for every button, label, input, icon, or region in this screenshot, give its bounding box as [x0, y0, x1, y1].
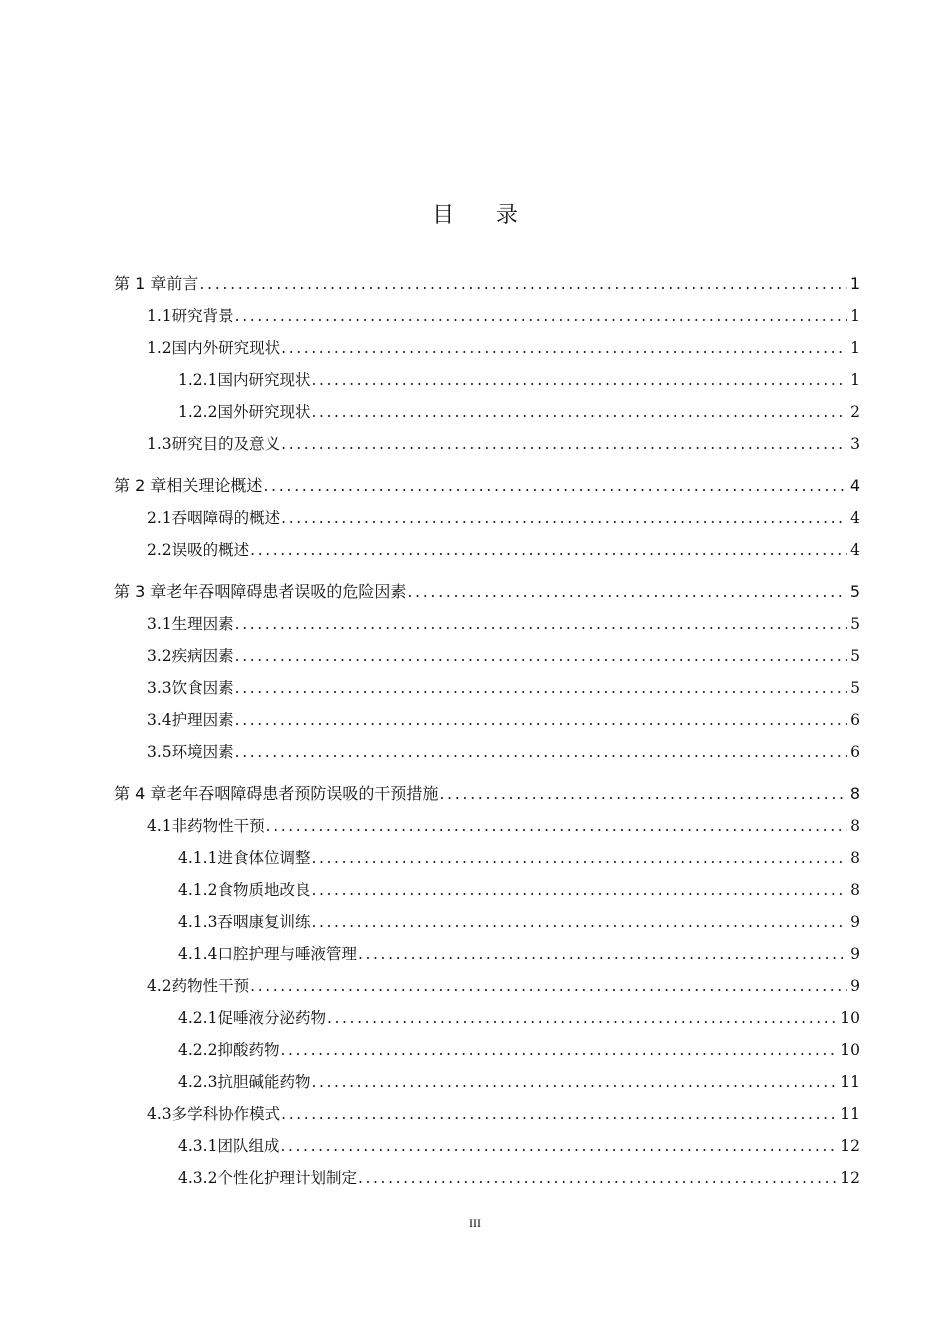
toc-dot-leader — [311, 1072, 837, 1092]
toc-dot-leader — [327, 1008, 837, 1028]
toc-entry-page: 11 — [840, 1073, 860, 1091]
toc-entry-number: 1.2 — [147, 339, 172, 357]
toc-entry-number: 2.2 — [147, 541, 172, 559]
toc-entry-page: 9 — [850, 945, 860, 963]
toc-entry-title: 国外研究现状 — [217, 403, 311, 421]
toc-entry-title: 疾病因素 — [171, 647, 234, 665]
toc-dot-leader — [250, 976, 847, 996]
toc-entry-title: 口腔护理与唾液管理 — [217, 945, 357, 963]
toc-entry-number: 4.1.2 — [178, 881, 218, 899]
toc-entry-page: 10 — [840, 1041, 860, 1059]
toc-entry-number: 4.2 — [147, 977, 172, 995]
toc-entry-title: 多学科协作模式 — [171, 1105, 281, 1123]
toc-entry-number: 4.2.3 — [178, 1073, 218, 1091]
toc-entry-title: 相关理论概述 — [166, 476, 263, 495]
toc-dot-leader — [199, 274, 846, 294]
toc-entry-page: 9 — [850, 913, 860, 931]
toc-entry-title: 研究背景 — [171, 307, 234, 325]
toc-entry-page: 4 — [849, 476, 860, 495]
toc-entry-page: 1 — [849, 274, 860, 293]
toc-entry-number: 4.1.3 — [178, 913, 218, 931]
toc-entry-page: 1 — [850, 371, 860, 389]
toc-entry[interactable] — [114, 1126, 860, 1156]
toc-entry-number: 3.5 — [147, 743, 172, 761]
toc-entry-page: 12 — [840, 1137, 860, 1155]
toc-dot-leader — [280, 1136, 837, 1156]
toc-entry[interactable] — [114, 296, 860, 326]
toc-entry[interactable] — [114, 360, 860, 390]
toc-entry[interactable] — [114, 498, 860, 528]
toc-entry-page: 11 — [840, 1105, 860, 1123]
toc-dot-leader — [358, 944, 847, 964]
toc-entry[interactable] — [114, 392, 860, 422]
toc-dot-leader — [235, 710, 847, 730]
toc-entry[interactable] — [114, 774, 860, 804]
toc-dot-leader — [358, 1168, 837, 1188]
toc-entry-title: 团队组成 — [217, 1137, 280, 1155]
page-number-footer: III — [469, 1216, 481, 1230]
toc-entry-number: 1.3 — [147, 435, 172, 453]
toc-entry[interactable] — [114, 424, 860, 454]
toc-dot-leader — [235, 742, 847, 762]
toc-entry[interactable] — [114, 530, 860, 560]
toc-entry[interactable] — [114, 572, 860, 602]
toc-dot-leader — [311, 848, 847, 868]
toc-entry[interactable] — [114, 1094, 860, 1124]
toc-entry-page: 8 — [849, 784, 860, 803]
toc-dot-leader — [281, 1104, 837, 1124]
toc-entry[interactable] — [114, 700, 860, 730]
toc-entry-page: 1 — [850, 339, 860, 357]
toc-entry-title: 前言 — [166, 274, 199, 293]
toc-entry[interactable] — [114, 466, 860, 496]
toc-entry-title: 护理因素 — [171, 711, 234, 729]
toc-entry-title: 个性化护理计划制定 — [217, 1169, 357, 1187]
toc-dot-leader — [235, 306, 847, 326]
toc-entry-number: 3.4 — [147, 711, 172, 729]
toc-entry-number: 第 1 章 — [114, 274, 167, 293]
toc-entry-page: 2 — [850, 403, 860, 421]
toc-entry-title: 老年吞咽障碍患者误吸的危险因素 — [166, 582, 407, 601]
toc-entry-title: 国内研究现状 — [217, 371, 311, 389]
toc-dot-leader — [281, 338, 847, 358]
toc-dot-leader — [281, 434, 847, 454]
toc-entry-page: 5 — [849, 582, 860, 601]
toc-entry-number: 4.2.2 — [178, 1041, 218, 1059]
toc-entry-title: 生理因素 — [171, 615, 234, 633]
toc-dot-leader — [263, 476, 846, 496]
toc-entry-title: 食物质地改良 — [217, 881, 311, 899]
toc-entry[interactable] — [114, 264, 860, 294]
toc-entry-title: 饮食因素 — [171, 679, 234, 697]
toc-entry-title: 误吸的概述 — [171, 541, 250, 559]
toc-entry-page: 6 — [850, 743, 860, 761]
toc-entry-number: 4.3 — [147, 1105, 172, 1123]
toc-entry-page: 5 — [850, 615, 860, 633]
toc-entry-number: 1.2.2 — [178, 403, 218, 421]
toc-entry-title: 研究目的及意义 — [171, 435, 281, 453]
toc-entry[interactable] — [114, 604, 860, 634]
toc-entry-number: 第 4 章 — [114, 784, 167, 803]
toc-entry[interactable] — [114, 902, 860, 932]
toc-entry-number: 1.1 — [147, 307, 172, 325]
toc-entry-page: 4 — [850, 509, 860, 527]
toc-entry-page: 8 — [850, 881, 860, 899]
toc-entry-title: 环境因素 — [171, 743, 234, 761]
toc-entry-number: 2.1 — [147, 509, 172, 527]
toc-dot-leader — [311, 402, 847, 422]
page-title: 目录 — [432, 203, 560, 228]
toc-dot-leader — [235, 678, 847, 698]
toc-entry-number: 第 2 章 — [114, 476, 167, 495]
toc-entry[interactable] — [114, 838, 860, 868]
toc-dot-leader — [311, 880, 847, 900]
toc-entry[interactable] — [114, 934, 860, 964]
toc-entry[interactable] — [114, 870, 860, 900]
toc-entry-title: 药物性干预 — [171, 977, 250, 995]
toc-entry-page: 10 — [840, 1009, 860, 1027]
toc-entry-page: 6 — [850, 711, 860, 729]
toc-entry[interactable] — [114, 806, 860, 836]
toc-entry-number: 4.1.1 — [178, 849, 218, 867]
toc-entry-number: 4.1 — [147, 817, 172, 835]
toc-entry-title: 促唾液分泌药物 — [217, 1009, 326, 1027]
toc-dot-leader — [439, 784, 846, 804]
toc-entry[interactable] — [114, 1158, 860, 1188]
toc-dot-leader — [281, 508, 847, 528]
toc-entry-page: 9 — [850, 977, 860, 995]
toc-entry-title: 老年吞咽障碍患者预防误吸的干预措施 — [166, 784, 439, 803]
toc-entry-page: 12 — [840, 1169, 860, 1187]
toc-entry[interactable] — [114, 732, 860, 762]
toc-entry-number: 4.1.4 — [178, 945, 218, 963]
toc-entry-number: 1.2.1 — [178, 371, 218, 389]
toc-entry-title: 吞咽障碍的概述 — [171, 509, 281, 527]
toc-dot-leader — [311, 912, 847, 932]
toc-entry-number: 3.3 — [147, 679, 172, 697]
toc-dot-leader — [266, 816, 847, 836]
toc-entry[interactable] — [114, 998, 860, 1028]
toc-entry-title: 吞咽康复训练 — [217, 913, 311, 931]
toc-entry-number: 4.3.2 — [178, 1169, 218, 1187]
toc-entry-number: 3.2 — [147, 647, 172, 665]
toc-dot-leader — [311, 370, 847, 390]
toc-dot-leader — [407, 582, 846, 602]
toc-entry-title: 进食体位调整 — [217, 849, 311, 867]
toc-entry[interactable] — [114, 966, 860, 996]
toc-entry-title: 抗胆碱能药物 — [217, 1073, 311, 1091]
toc-dot-leader — [235, 614, 847, 634]
toc-entry-page: 8 — [850, 849, 860, 867]
toc-dot-leader — [280, 1040, 837, 1060]
toc-entry-number: 4.3.1 — [178, 1137, 218, 1155]
toc-entry-title: 非药物性干预 — [171, 817, 265, 835]
toc-entry-title: 国内外研究现状 — [171, 339, 281, 357]
toc-entry-page: 1 — [850, 307, 860, 325]
toc-entry[interactable] — [114, 668, 860, 698]
toc-entry-page: 5 — [850, 647, 860, 665]
toc-entry-page: 8 — [850, 817, 860, 835]
toc-entry-number: 第 3 章 — [114, 582, 167, 601]
toc-entry-title: 抑酸药物 — [217, 1041, 280, 1059]
toc-entry-page: 4 — [850, 541, 860, 559]
toc-entry[interactable] — [114, 1062, 860, 1092]
toc-entry-number: 3.1 — [147, 615, 172, 633]
toc-dot-leader — [235, 646, 847, 666]
toc-entry[interactable] — [114, 636, 860, 666]
toc-entry-number: 4.2.1 — [178, 1009, 218, 1027]
toc-entry[interactable] — [114, 1030, 860, 1060]
toc-entry[interactable] — [114, 328, 860, 358]
toc-dot-leader — [250, 540, 847, 560]
toc-entry-page: 5 — [850, 679, 860, 697]
toc-entry-page: 3 — [850, 435, 860, 453]
